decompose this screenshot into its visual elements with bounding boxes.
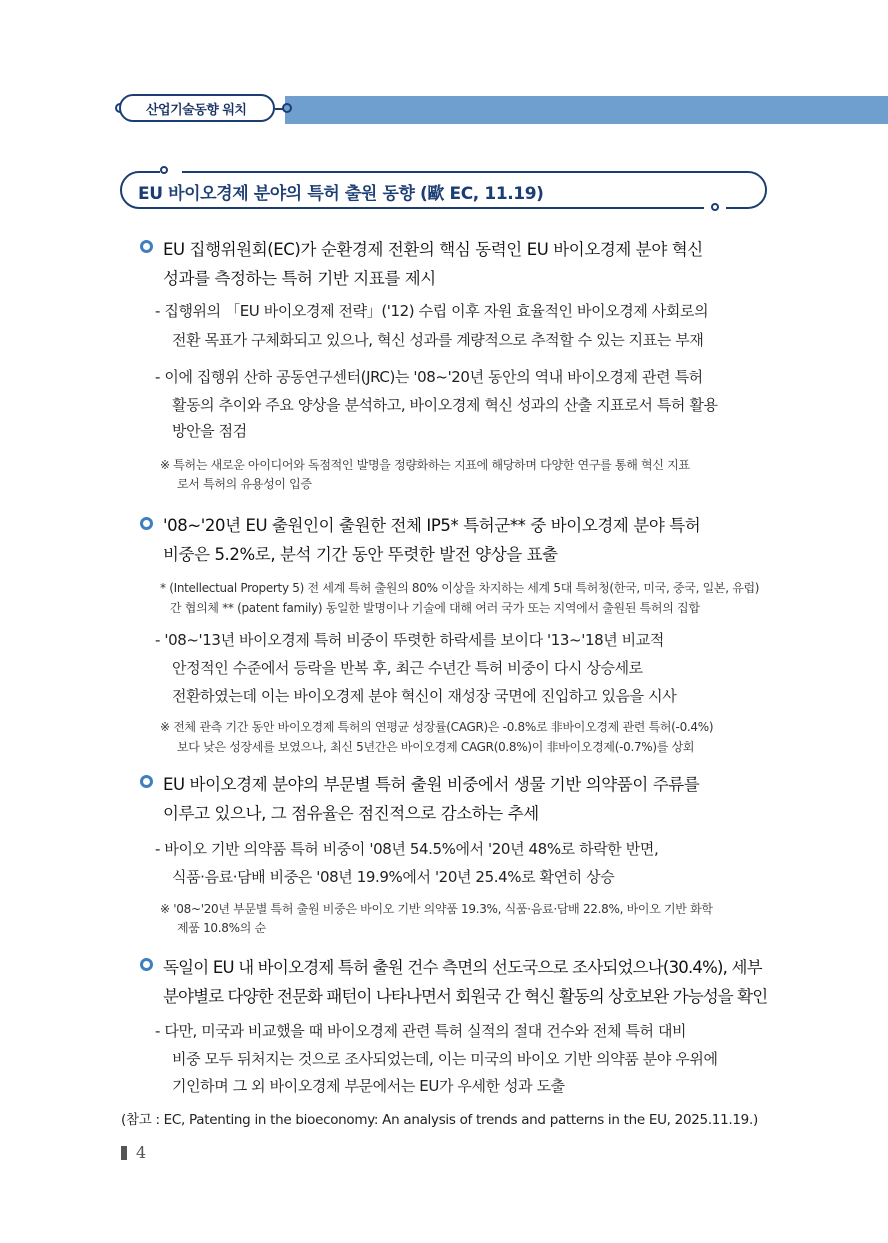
header-right-dot <box>282 103 292 113</box>
title-bottom-dot <box>711 203 719 211</box>
text-line: 안정적인 수준에서 등락을 반복 후, 최근 수년간 특허 비중이 다시 상승세로 <box>172 659 643 677</box>
note-line: ※ '08~'20년 부문별 특허 출원 비중은 바이오 기반 의약품 19.3%, 식품·음료·담배 22.8%, 바이오 기반 화학 <box>160 902 713 916</box>
note-line: 보다 낮은 성장세를 보였으나, 최신 5년간은 바이오경제 CAGR(0.8%)이 非바이오경제(-0.7%)를 상회 <box>177 740 695 754</box>
note-line: ※ 전체 관측 기간 동안 바이오경제 특허의 연평균 성장률(CAGR)은 -0.8%로 非바이오경제 관련 특허(-0.4%) <box>160 720 714 734</box>
note-line: 제품 10.8%의 순 <box>177 921 266 935</box>
text-line: 성과를 측정하는 특허 기반 지표를 제시 <box>163 269 436 288</box>
section-bullet-2 <box>140 517 153 530</box>
text-line: 방안을 점검 <box>172 422 247 440</box>
note-line: 로서 특허의 유용성이 입증 <box>177 477 312 491</box>
section-bullet-3 <box>140 775 153 788</box>
text-line: 이루고 있으나, 그 점유율은 점진적으로 감소하는 추세 <box>163 804 539 823</box>
page-number: 4 <box>136 1143 147 1162</box>
section-bullet-1 <box>140 240 153 253</box>
page-title: EU 바이오경제 분야의 특허 출원 동향 (歐 EC, 11.19) <box>138 184 544 204</box>
text-line: EU 집행위원회(EC)가 순환경제 전환의 핵심 동력인 EU 바이오경제 분야 혁신 <box>163 240 703 259</box>
text-line: 전환하였는데 이는 바이오경제 분야 혁신이 재성장 국면에 진입하고 있음을 시사 <box>172 687 677 705</box>
header-label-pill <box>119 94 275 122</box>
text-line: 식품·음료·담배 비중은 '08년 19.9%에서 '20년 25.4%로 확연히 상승 <box>172 868 615 886</box>
page-marker <box>121 1146 127 1160</box>
text-line: 비중 모두 뒤처지는 것으로 조사되었는데, 이는 미국의 바이오 기반 의약품 분야 우위에 <box>172 1050 718 1068</box>
text-line: 독일이 EU 내 바이오경제 특허 출원 건수 측면의 선도국으로 조사되었으나(30.4%), 세부 <box>163 958 762 977</box>
header-bar <box>285 96 888 124</box>
note-line: ※ 특허는 새로운 아이디어와 독점적인 발명을 정량화하는 지표에 해당하며 다양한 연구를 통해 혁신 지표 <box>160 458 690 472</box>
text-line: '08~'20년 EU 출원인이 출원한 전체 IP5* 특허군** 중 바이오경제 분야 특허 <box>163 516 701 535</box>
text-line: 비중은 5.2%로, 분석 기간 동안 뚜렷한 발전 양상을 표출 <box>163 545 558 564</box>
text-line: - 집행위의 「EU 바이오경제 전략」('12) 수립 이후 자원 효율적인 바이오경제 사회로의 <box>155 302 709 320</box>
text-line: - 이에 집행위 산하 공동연구센터(JRC)는 '08~'20년 동안의 역내 바이오경제 관련 특허 <box>155 368 703 386</box>
note-line: 간 협의체 ** (patent family) 동일한 발명이나 기술에 대해 여러 국가 또는 지역에서 출원된 특허의 집합 <box>170 601 700 615</box>
section-bullet-4 <box>140 958 153 971</box>
text-line: 기인하며 그 외 바이오경제 부문에서는 EU가 우세한 성과 도출 <box>172 1077 565 1095</box>
text-line: 활동의 추이와 주요 양상을 분석하고, 바이오경제 혁신 성과의 산출 지표로서 특허 활용 <box>172 396 718 414</box>
note-line: * (Intellectual Property 5) 전 세계 특허 출원의 80% 이상을 차지하는 세계 5대 특허청(한국, 미국, 중국, 일본, 유럽) <box>160 581 760 595</box>
text-line: 전환 목표가 구체화되고 있으나, 혁신 성과를 계량적으로 추적할 수 있는 지표는 부재 <box>172 331 704 349</box>
text-line: 분야별로 다양한 전문화 패턴이 나타나면서 회원국 간 혁신 활동의 상호보완 가능성을 확인 <box>163 987 768 1006</box>
text-line: - 바이오 기반 의약품 특허 비중이 '08년 54.5%에서 '20년 48%로 하락한 반면, <box>155 840 659 858</box>
header-label: 산업기술동향 워치 <box>146 102 247 118</box>
reference: (참고 : EC, Patenting in the bioeconomy: An analysis of trends and patterns in the EU, 2025.11.19.) <box>121 1112 758 1128</box>
title-top-dot <box>160 166 168 174</box>
text-line: - '08~'13년 바이오경제 특허 비중이 뚜렷한 하락세를 보이다 '13~'18년 비교적 <box>155 631 664 649</box>
text-line: EU 바이오경제 분야의 부문별 특허 출원 비중에서 생물 기반 의약품이 주류를 <box>163 775 700 794</box>
text-line: - 다만, 미국과 비교했을 때 바이오경제 관련 특허 실적의 절대 건수와 전체 특허 대비 <box>155 1022 687 1040</box>
